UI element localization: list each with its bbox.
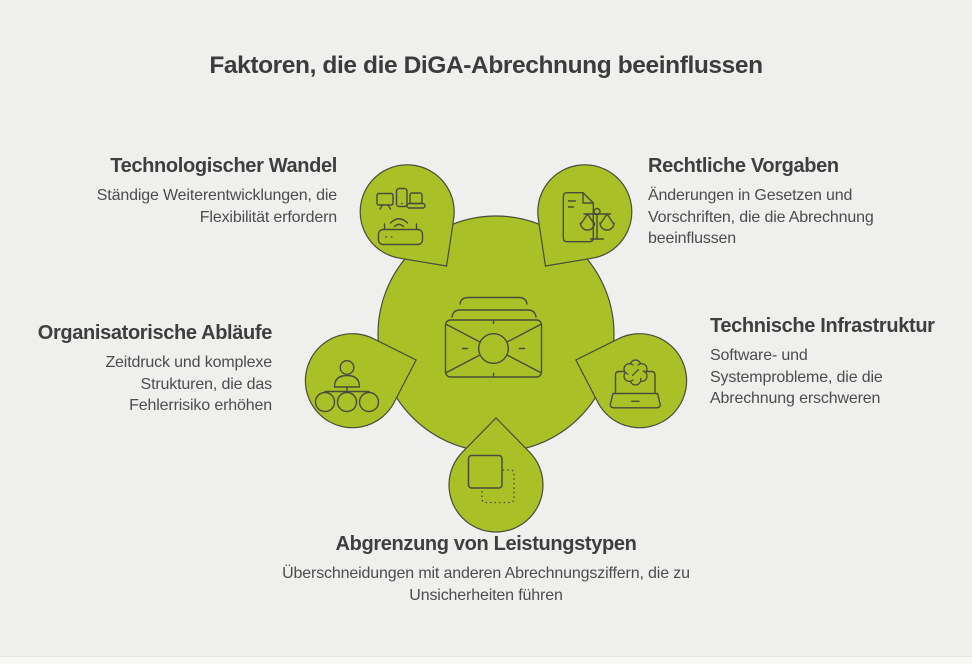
- factor-description: Software- und Systemprobleme, die die Abrechnung erschweren: [710, 347, 883, 407]
- bottom-edge-strip: [0, 656, 972, 664]
- factor-description: Überschneidungen mit anderen Abrechnungsziffern, die zu Unsicherheiten führen: [282, 565, 690, 604]
- factor-title: Abgrenzung von Leistungstypen: [335, 533, 637, 555]
- factor-title: Rechtliche Vorgaben: [648, 155, 839, 177]
- factor-title: Organisatorische Abläufe: [37, 322, 272, 344]
- factor-description: Zeitdruck und komplexe Strukturen, die das Fehlerrisiko erhöhen: [105, 354, 272, 414]
- factor-description: Änderungen in Gesetzen und Vorschriften, die die Abrechnung beeinflussen: [648, 187, 874, 247]
- factor-technische-infrastruktur: [710, 315, 962, 410]
- factor-abgrenzung-leistungstypen: [206, 533, 766, 606]
- factor-technologischer-wandel: [52, 155, 337, 228]
- factor-title: Technische Infrastruktur: [710, 315, 935, 337]
- factor-rechtliche-vorgaben: [648, 155, 933, 250]
- factor-description: Ständige Weiterentwicklungen, die Flexibilität erfordern: [96, 187, 337, 226]
- page-title: Faktoren, die die DiGA-Abrechnung beeinflussen: [209, 52, 763, 79]
- factor-organisatorische-ablaeufe: [10, 322, 272, 417]
- factor-title: Technologischer Wandel: [110, 155, 337, 177]
